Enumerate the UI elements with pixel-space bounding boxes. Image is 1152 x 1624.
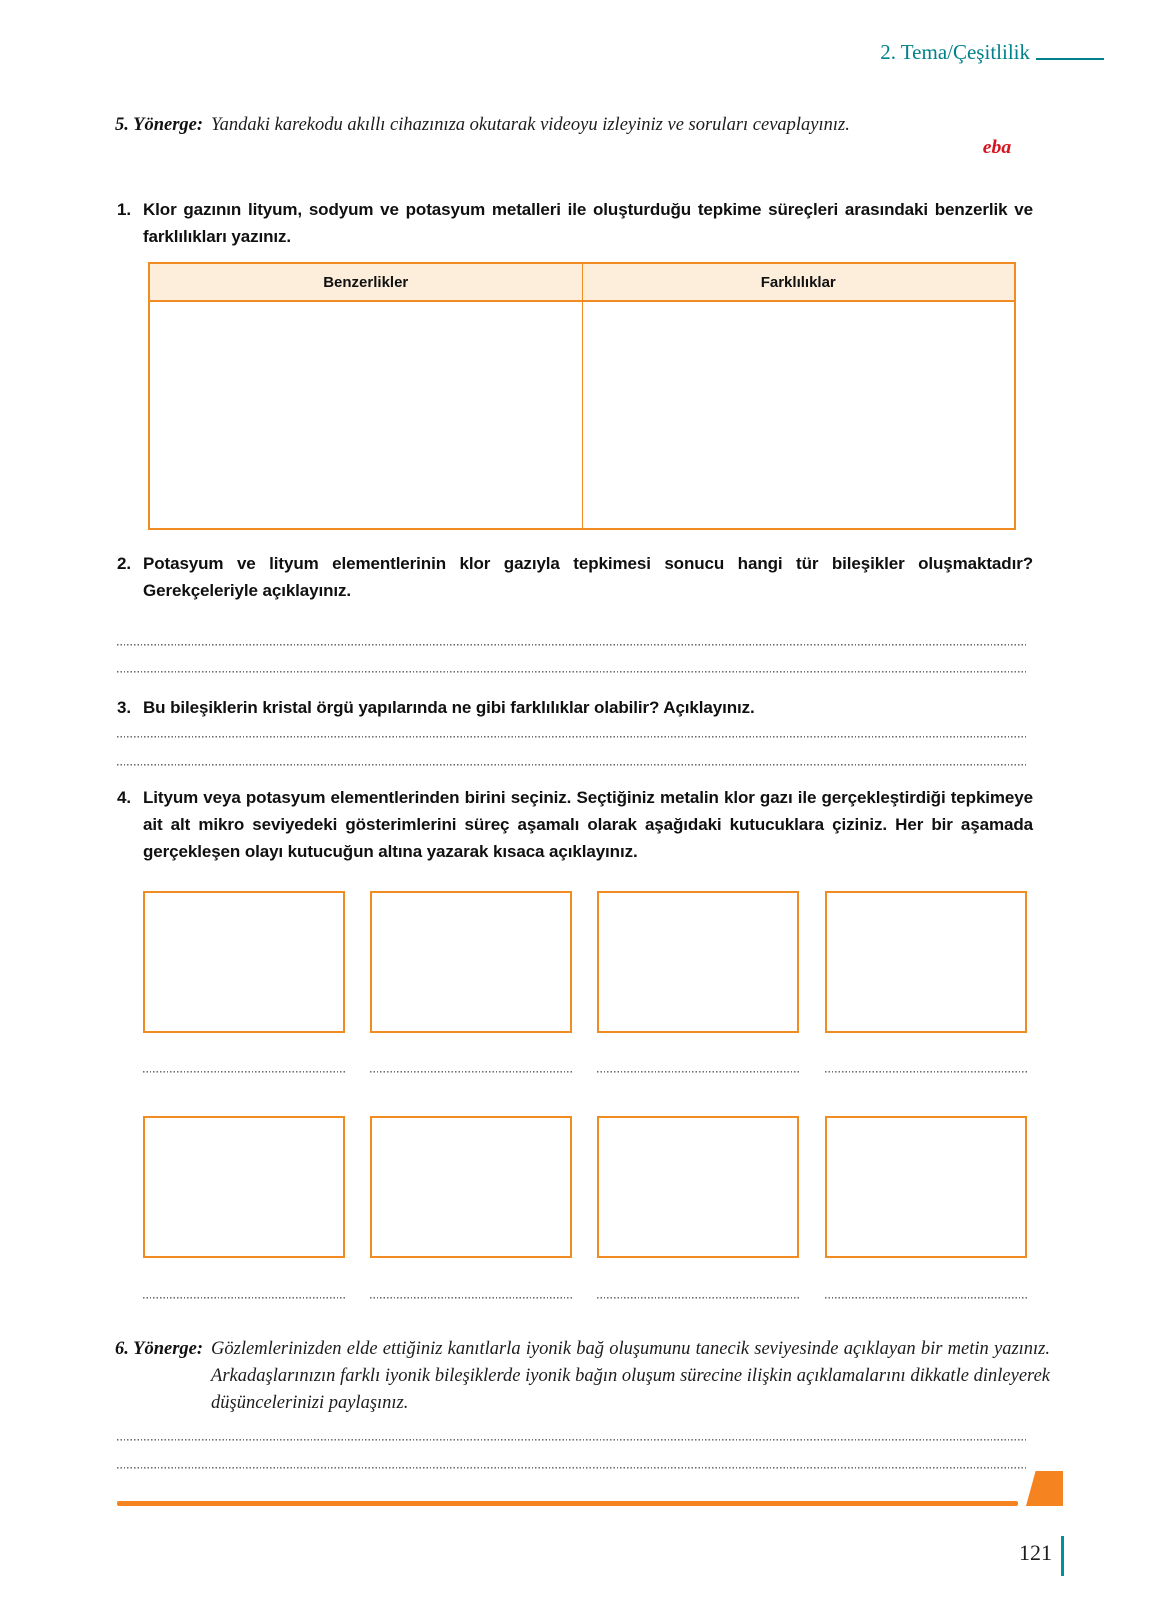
question-2-text: Potasyum ve lityum elementlerinin klor gazıyla tepkimesi sonucu hangi tür bileşikler oluşmaktadır? Gerekçeleriyle açıklayınız. [143,554,1033,600]
drawing-box [143,1116,345,1258]
page-header-title: 2. Tema/Çeşitlilik [880,40,1030,64]
instruction-6-label: 6. Yönerge: [115,1339,204,1359]
question-1 [117,196,1033,250]
qr-code [950,102,1044,192]
question-4 [117,784,1033,865]
question-1-number: 1. [117,200,131,219]
differences-answer-cell [582,302,1015,528]
caption-line [143,1071,345,1073]
instruction-5 [115,112,855,139]
drawing-box [597,891,799,1033]
answer-line [117,644,1027,646]
drawing-box [597,1116,799,1258]
drawing-box [825,1116,1027,1258]
similarities-answer-cell [150,302,582,528]
eba-logo: eba [982,137,1012,159]
drawing-box [825,891,1027,1033]
drawing-box [143,891,345,1033]
question-4-number: 4. [117,788,131,807]
answer-line [117,1439,1027,1441]
drawing-box [370,1116,572,1258]
caption-line [825,1297,1027,1299]
instruction-6 [115,1336,1050,1417]
question-3-text: Bu bileşiklerin kristal örgü yapılarında ne gibi farklılıklar olabilir? Açıklayınız. [143,698,755,717]
answer-line [117,736,1027,738]
question-2-number: 2. [117,554,131,573]
answer-line [117,764,1027,766]
question-1-text: Klor gazının lityum, sodyum ve potasyum metalleri ile oluşturduğu tepkime süreçleri arasındaki benzerlik ve farklılıkları yazınız. [143,200,1033,246]
header-rule [1036,58,1104,60]
caption-line [143,1297,345,1299]
instruction-5-text: Yandaki karekodu akıllı cihazınıza okutarak videoyu izleyiniz ve soruları cevaplayınız. [211,115,850,135]
caption-line [825,1071,1027,1073]
page-number: 121 [1019,1540,1052,1565]
page-number-bar [1061,1536,1064,1576]
comparison-table [148,262,1016,530]
comparison-table-header [150,264,1014,302]
footer-rule [117,1501,1018,1506]
question-4-text: Lityum veya potasyum elementlerinden birini seçiniz. Seçtiğiniz metalin klor gazı ile gerçekleştirdiği tepkimeye ait alt mikro seviyedeki gösterimlerini süreç aşamalı olarak aşağıdaki kutucuklara çiziniz. Her bir aşamada gerçekleşen olayı kutucuğun altına yazarak kısaca açıklayınız. [143,788,1033,861]
question-3-number: 3. [117,698,131,717]
question-3 [117,694,1033,721]
question-2 [117,550,1033,604]
drawing-box [370,891,572,1033]
qr-code-svg [950,102,1044,192]
column-header-differences: Farklılıklar [582,264,1015,300]
instruction-6-text: Gözlemlerinizden elde ettiğiniz kanıtlarla iyonik bağ oluşumunu tanecik seviyesinde açıklayan bir metin yazınız. Arkadaşlarınızın farklı iyonik bileşiklerde iyonik bağın oluşum sürecine ilişkin açıklamalarını dikkatle dinleyerek düşüncelerinizi paylaşınız. [211,1339,1050,1413]
caption-line [370,1297,572,1299]
caption-line [370,1071,572,1073]
instruction-5-label: 5. Yönerge: [115,115,204,135]
caption-line [597,1297,799,1299]
caption-line [597,1071,799,1073]
column-header-similarities: Benzerlikler [323,273,409,291]
comparison-table-body [150,302,1014,528]
answer-line [117,671,1027,673]
footer-orange-shape [1026,1471,1063,1506]
answer-line [117,1467,1027,1469]
